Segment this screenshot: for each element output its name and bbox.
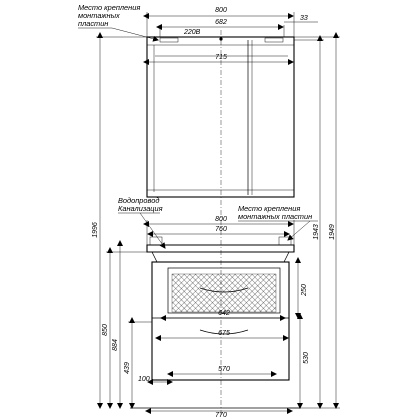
mirror-cabinet [147,37,294,197]
dim-760: 760 [215,226,227,233]
mirror-cabinet-outline [147,37,294,197]
dim-33: 33 [300,15,308,22]
dim-850: 850 [102,324,109,336]
note-mount-mid-line2: монтажных пластин [238,212,313,221]
note-mount-top-line3: пластин [78,19,109,28]
dim-1949: 1949 [329,224,336,240]
vanity-dimensions [138,216,294,419]
dim-884: 884 [112,339,119,351]
dim-682: 682 [215,19,227,26]
note-water-line2: Канализация [118,204,163,213]
dim-675: 675 [218,330,230,337]
upper-drawer-crosshatch [172,274,276,312]
dim-715: 715 [215,54,227,61]
sink [147,237,294,262]
sink-bowl [152,252,289,262]
mirror-mount-plate-right [265,38,283,42]
mirror-mount-plate-left [160,38,178,42]
dim-100: 100 [138,376,150,383]
note-mount-mid-line1: Место крепления [238,204,301,213]
mirror-dimensions [147,7,318,62]
dim-642: 642 [218,310,230,317]
power-label: 220В [184,29,201,36]
dim-800-top: 800 [215,7,227,14]
note-mount-mid [238,204,318,240]
dim-1943: 1943 [313,224,320,240]
note-water-line1: Водопровод [118,196,160,205]
note-mount-top-line2: монтажных [78,11,120,20]
dim-250: 250 [301,284,308,296]
arrow-leader-icon [112,28,158,40]
dim-570: 570 [218,366,230,373]
dim-1996: 1996 [92,222,99,238]
sink-top [147,245,294,252]
dim-800-mid: 800 [215,216,227,223]
dim-530: 530 [303,352,310,364]
sink-mount-right [279,237,291,245]
dim-770: 770 [215,412,227,419]
dim-439: 439 [124,362,131,374]
note-water [118,196,165,248]
note-mount-top [78,3,158,40]
note-mount-top-line1: Место крепления [78,3,141,12]
vanity-cabinet [152,262,289,380]
arrow-leader-icon [140,213,165,248]
